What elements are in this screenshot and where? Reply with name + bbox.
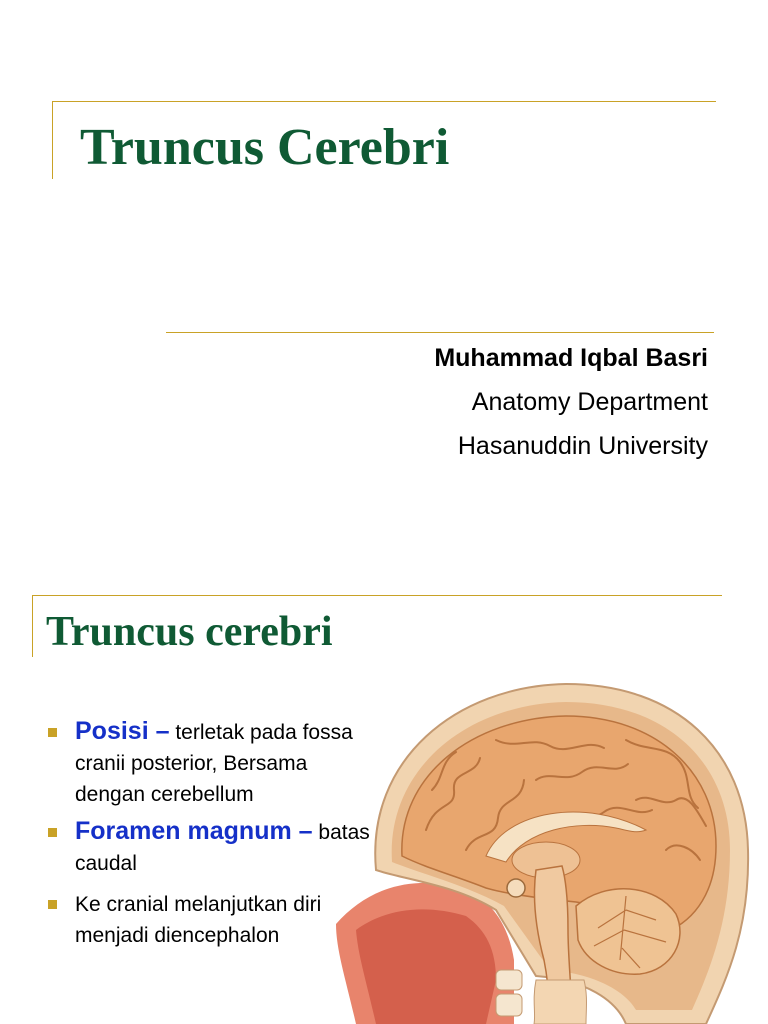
bullet-list — [48, 716, 378, 951]
subtitle-rule — [166, 332, 714, 333]
author-name: Muhammad Iqbal Basri — [434, 344, 708, 372]
square-bullet-icon — [48, 900, 57, 909]
title-top-rule — [32, 595, 722, 596]
university: Hasanuddin University — [457, 432, 708, 460]
bullet-term: Foramen magnum – — [75, 817, 313, 845]
brain-sagittal-image — [336, 680, 756, 1024]
department: Anatomy Department — [471, 388, 708, 416]
content-slide — [0, 580, 768, 1024]
title-side-rule — [32, 595, 33, 657]
square-bullet-icon — [48, 828, 57, 837]
bullet-item — [48, 889, 378, 951]
slide-title: Truncus Cerebri — [80, 119, 450, 176]
author-block — [434, 336, 708, 468]
bullet-text: terletak pada fossa cranii posterior, Bersama dengan cerebellum — [75, 721, 353, 806]
title-side-rule — [52, 101, 53, 179]
slide-title: Truncus cerebri — [46, 609, 333, 655]
bullet-item — [48, 716, 378, 810]
title-top-rule — [52, 101, 716, 102]
bullet-text: batas caudal — [75, 821, 370, 875]
bullet-term: Posisi – — [75, 717, 170, 745]
square-bullet-icon — [48, 728, 57, 737]
bullet-text: Ke cranial melanjutkan diri menjadi diencephalon — [75, 893, 322, 947]
bullet-item — [48, 816, 378, 879]
